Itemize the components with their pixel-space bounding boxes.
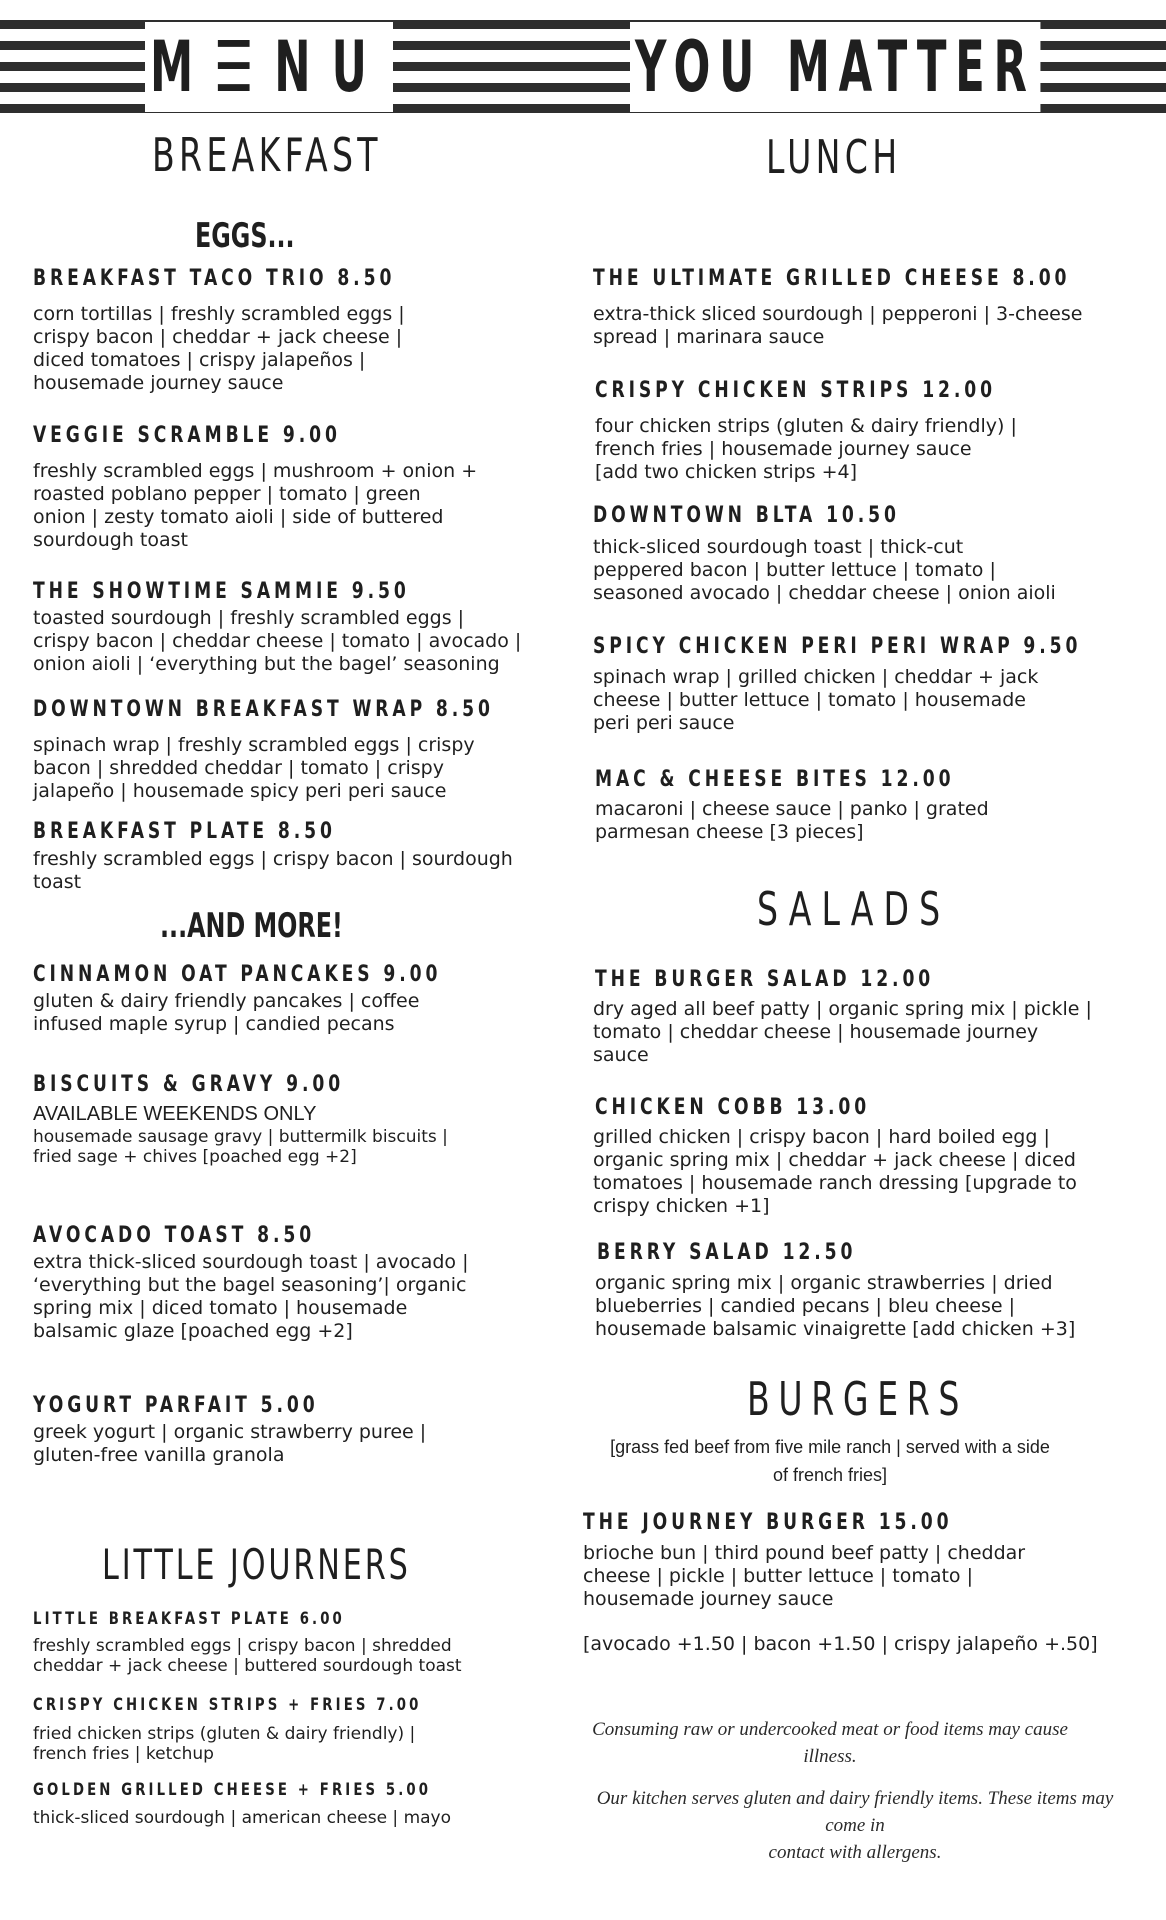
menu-item-desc: macaroni | cheese sauce | panko | grated parmesan cheese [3 pieces] (595, 798, 989, 843)
menu-item-desc: spinach wrap | grilled chicken | cheddar + jack cheese | butter lettuce | tomato | housemade peri peri sauce (593, 666, 1039, 734)
and-more-heading: ...AND MORE! (160, 906, 343, 946)
menu-item-name: THE SHOWTIME SAMMIE 9.50 (33, 579, 410, 604)
menu-item-desc: extra thick-sliced sourdough toast | avocado | ‘everything but the bagel seasoning’| organic spring mix | diced tomato | housemade balsamic glaze [poached egg +2] (33, 1251, 469, 1342)
menu-item-name: THE ULTIMATE GRILLED CHEESE 8.00 (593, 266, 1071, 291)
raw-food-warning: Consuming raw or undercooked meat or food items may cause illness. (592, 1719, 1068, 1767)
menu-item-desc: freshly scrambled eggs | crispy bacon | shredded cheddar + jack cheese | buttered sourdough toast (33, 1636, 462, 1676)
menu-item-name: BERRY SALAD 12.50 (597, 1240, 857, 1265)
menu-item-name: BISCUITS & GRAVY 9.00 (33, 1072, 345, 1097)
menu-item-name: BREAKFAST TACO TRIO 8.50 (33, 266, 396, 291)
menu-item-name: YOGURT PARFAIT 5.00 (33, 1393, 319, 1418)
menu-item-name: SPICY CHICKEN PERI PERI WRAP 9.50 (593, 634, 1082, 659)
menu-item-desc: gluten & dairy friendly pancakes | coffee infused maple syrup | candied pecans (33, 990, 420, 1035)
menu-item-name: LITTLE BREAKFAST PLATE 6.00 (33, 1609, 345, 1629)
menu-item-desc: housemade sausage gravy | buttermilk biscuits | fried sage + chives [poached egg +2] (33, 1127, 448, 1167)
menu-item-name: BREAKFAST PLATE 8.50 (33, 819, 336, 844)
menu-item-name: DOWNTOWN BREAKFAST WRAP 8.50 (33, 697, 494, 722)
burger-addons: [avocado +1.50 | bacon +1.50 | crispy jalapeño +.50] (583, 1633, 1098, 1655)
menu-item-desc: freshly scrambled eggs | crispy bacon | sourdough toast (33, 848, 513, 893)
menu-item-desc: freshly scrambled eggs | mushroom + onion + roasted poblano pepper | tomato | green onion | zesty tomato aioli | side of buttered sourdough toast (33, 460, 478, 551)
salads-title: SALADS (757, 882, 951, 936)
menu-item-name: THE JOURNEY BURGER 15.00 (583, 1510, 953, 1535)
lunch-title: LUNCH (766, 130, 902, 184)
menu-item-name: CHICKEN COBB 13.00 (595, 1095, 871, 1120)
menu-item-desc: brioche bun | third pound beef patty | cheddar cheese | pickle | butter lettuce | tomato | housemade journey sauce (583, 1542, 1026, 1610)
burgers-note: [grass fed beef from five mile ranch | served with a side of french fries] (610, 1437, 1050, 1485)
menu-item-name: MAC & CHEESE BITES 12.00 (595, 767, 955, 792)
menu-item-name: CRISPY CHICKEN STRIPS + FRIES 7.00 (33, 1695, 422, 1715)
menu-item-desc: organic spring mix | organic strawberries | dried blueberries | candied pecans | bleu cheese | housemade balsamic vinaigrette [add chicken +3] (595, 1272, 1076, 1340)
you-matter-wordmark: YOU MATTER (630, 22, 1041, 112)
menu-item-desc: corn tortillas | freshly scrambled eggs | crispy bacon | cheddar + jack cheese | diced tomatoes | crispy jalapeños | housemade journey sauce (33, 303, 405, 394)
menu-item-desc: dry aged all beef patty | organic spring mix | pickle | tomato | cheddar cheese | housemade journey sauce (593, 998, 1092, 1066)
menu-item-desc: spinach wrap | freshly scrambled eggs | crispy bacon | shredded cheddar | tomato | crispy jalapeño | housemade spicy peri peri sauce (33, 734, 475, 802)
menu-item-desc: thick-sliced sourdough | american cheese | mayo (33, 1808, 452, 1828)
menu-item-desc: thick-sliced sourdough toast | thick-cut peppered bacon | butter lettuce | tomato | seasoned avocado | cheddar cheese | onion aioli (593, 536, 1056, 604)
eggs-heading: EGGS... (195, 216, 295, 256)
breakfast-title: BREAKFAST (152, 128, 382, 182)
menu-item-desc: fried chicken strips (gluten & dairy friendly) | french fries | ketchup (33, 1724, 416, 1764)
menu-item-name: THE BURGER SALAD 12.00 (595, 967, 935, 992)
menu-item-name: AVOCADO TOAST 8.50 (33, 1223, 316, 1248)
availability-note: AVAILABLE WEEKENDS ONLY (33, 1103, 317, 1125)
menu-item-desc: toasted sourdough | freshly scrambled eggs | crispy bacon | cheddar cheese | tomato | avocado | onion aioli | ‘everything but the bagel’ seasoning (33, 607, 522, 675)
menu-wordmark: M☰NU (145, 22, 393, 112)
menu-item-desc: greek yogurt | organic strawberry puree | gluten-free vanilla granola (33, 1421, 427, 1466)
menu-item-name: VEGGIE SCRAMBLE 9.00 (33, 423, 341, 448)
menu-item-name: DOWNTOWN BLTA 10.50 (593, 503, 900, 528)
menu-item-desc: grilled chicken | crispy bacon | hard boiled egg | organic spring mix | cheddar + jack cheese | diced tomatoes | housemade ranch dressing [upgrade to crispy chicken +1] (593, 1126, 1077, 1217)
menu-item-name: GOLDEN GRILLED CHEESE + FRIES 5.00 (33, 1780, 432, 1800)
menu-item-desc: four chicken strips (gluten & dairy friendly) | french fries | housemade journey sauce [add two chicken strips +4] (595, 415, 1017, 483)
allergen-note: Our kitchen serves gluten and dairy friendly items. These items may come in contact with allergens. (596, 1788, 1114, 1863)
menu-item-desc: extra-thick sliced sourdough | pepperoni | 3-cheese spread | marinara sauce (593, 303, 1083, 348)
menu-item-name: CRISPY CHICKEN STRIPS 12.00 (595, 378, 996, 403)
burgers-title: BURGERS (747, 1372, 969, 1426)
menu-item-name: CINNAMON OAT PANCAKES 9.00 (33, 962, 442, 987)
little-journers-title: LITTLE JOURNERS (102, 1540, 411, 1589)
